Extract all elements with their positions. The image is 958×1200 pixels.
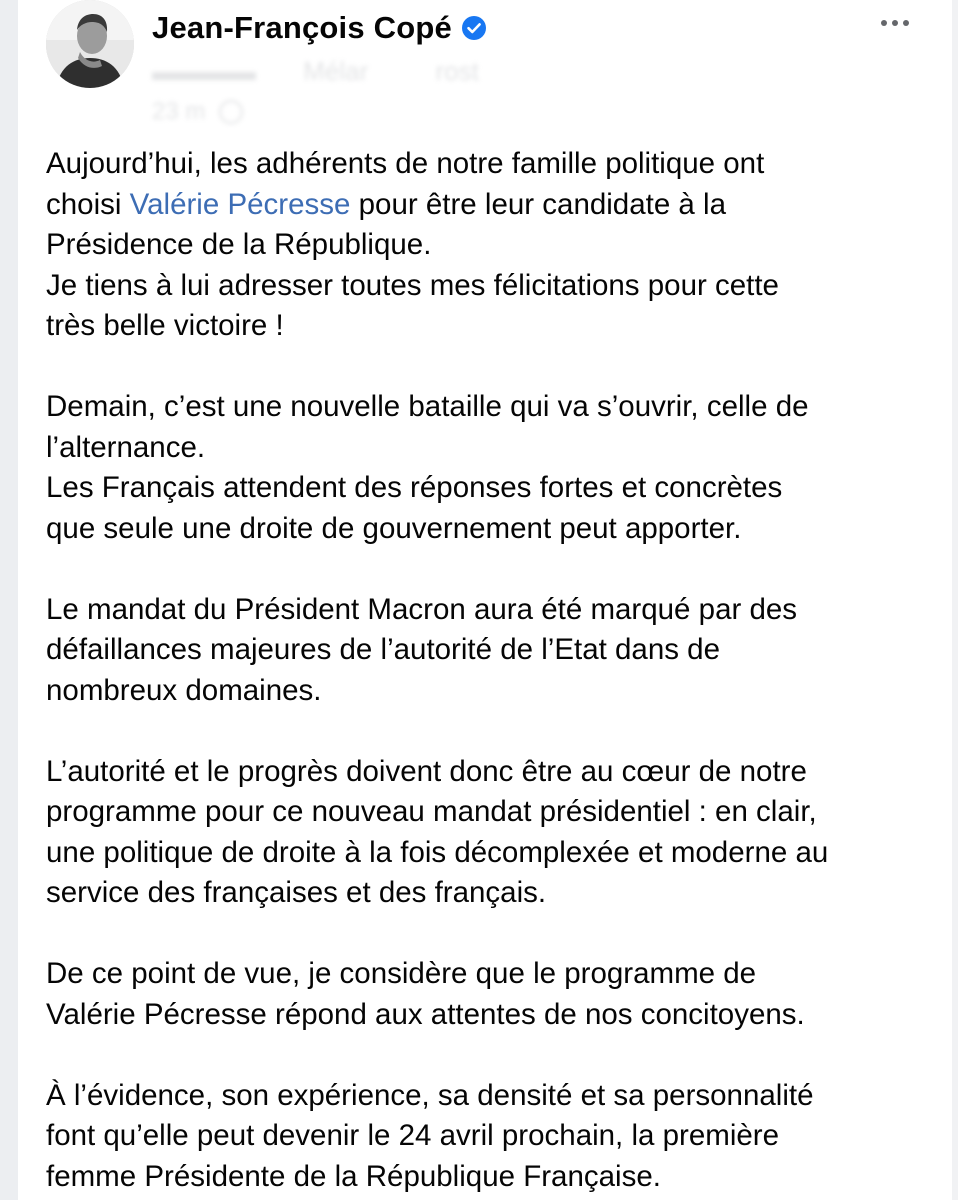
post-text-segment: Les Français attendent des réponses fortes et concrètes bbox=[46, 471, 783, 504]
mention-link[interactable]: Valérie Pécresse bbox=[129, 187, 351, 221]
post-text-segment: nombreux domaines. bbox=[46, 673, 322, 707]
post-meta-line bbox=[152, 56, 479, 87]
dot bbox=[881, 20, 887, 26]
dot bbox=[903, 20, 909, 26]
author-name[interactable]: Jean-François Copé bbox=[152, 10, 452, 45]
post-paragraph bbox=[46, 954, 926, 1035]
left-margin bbox=[0, 0, 18, 1200]
post-timestamp[interactable]: 23 m bbox=[152, 98, 206, 125]
post-text-segment: service des françaises et des français. bbox=[46, 876, 547, 909]
post-text-segment: une politique de droite à la fois décomplexée et moderne au bbox=[46, 835, 829, 869]
right-margin bbox=[952, 0, 958, 1200]
post-text-segment: défaillances majeures de l’autorité de l’Etat dans de bbox=[46, 633, 720, 666]
author-avatar[interactable] bbox=[46, 0, 134, 88]
avatar-photo bbox=[46, 0, 134, 88]
post-text-segment: De ce point de vue, je considère que le programme de bbox=[46, 957, 757, 990]
post-text-segment: femme Présidente de la République Française. bbox=[46, 1159, 661, 1193]
post-text-segment: très belle victoire ! bbox=[46, 309, 284, 342]
post-text bbox=[46, 144, 926, 1197]
post-text-segment: Je tiens à lui adresser toutes mes félicitations pour cette bbox=[46, 268, 779, 302]
post-text-segment: choisi bbox=[46, 187, 130, 221]
post-text-segment: Présidence de la République. bbox=[46, 228, 432, 261]
dot bbox=[892, 20, 898, 26]
post-text-segment: que seule une droite de gouvernement peut apporter. bbox=[46, 511, 742, 545]
post-text-segment: programme pour ce nouveau mandat présidentiel : en clair, bbox=[46, 795, 817, 828]
post-paragraph bbox=[46, 387, 926, 549]
post-text-segment: Demain, c’est une nouvelle bataille qui va s’ouvrir, celle de bbox=[46, 390, 809, 423]
post-text-segment: À l’évidence, son expérience, sa densité et sa personnalité bbox=[46, 1078, 814, 1112]
post-text-segment: Valérie Pécresse répond aux attentes de nos concitoyens. bbox=[46, 997, 805, 1031]
meta-line-tail: rost bbox=[435, 56, 479, 86]
globe-icon bbox=[219, 100, 243, 124]
post-text-segment: l’alternance. bbox=[46, 430, 206, 464]
verified-badge-icon bbox=[461, 15, 487, 41]
post-paragraph bbox=[46, 752, 926, 914]
post-paragraph bbox=[46, 1076, 926, 1198]
post-card bbox=[18, 0, 952, 1200]
meta-line-start: ▬▬▬▬ bbox=[152, 56, 256, 86]
post-text-segment: Le mandat du Président Macron aura été marqué par des bbox=[46, 592, 798, 626]
post-text-segment: font qu’elle peut devenir le 24 avril prochain, la première bbox=[46, 1119, 780, 1152]
meta-line-group: Mélar bbox=[303, 56, 369, 86]
post-text-segment: L’autorité et le progrès doivent donc être au cœur de notre bbox=[46, 754, 807, 788]
post-paragraph bbox=[46, 590, 926, 712]
post-text-segment: pour être leur candidate à la bbox=[350, 187, 726, 221]
author-row bbox=[152, 8, 487, 48]
post-text-segment: Aujourd’hui, les adhérents de notre famille politique ont bbox=[46, 147, 765, 180]
post-paragraph bbox=[46, 144, 926, 347]
post-timestamp-row bbox=[152, 98, 243, 126]
more-options-icon[interactable] bbox=[878, 8, 912, 38]
